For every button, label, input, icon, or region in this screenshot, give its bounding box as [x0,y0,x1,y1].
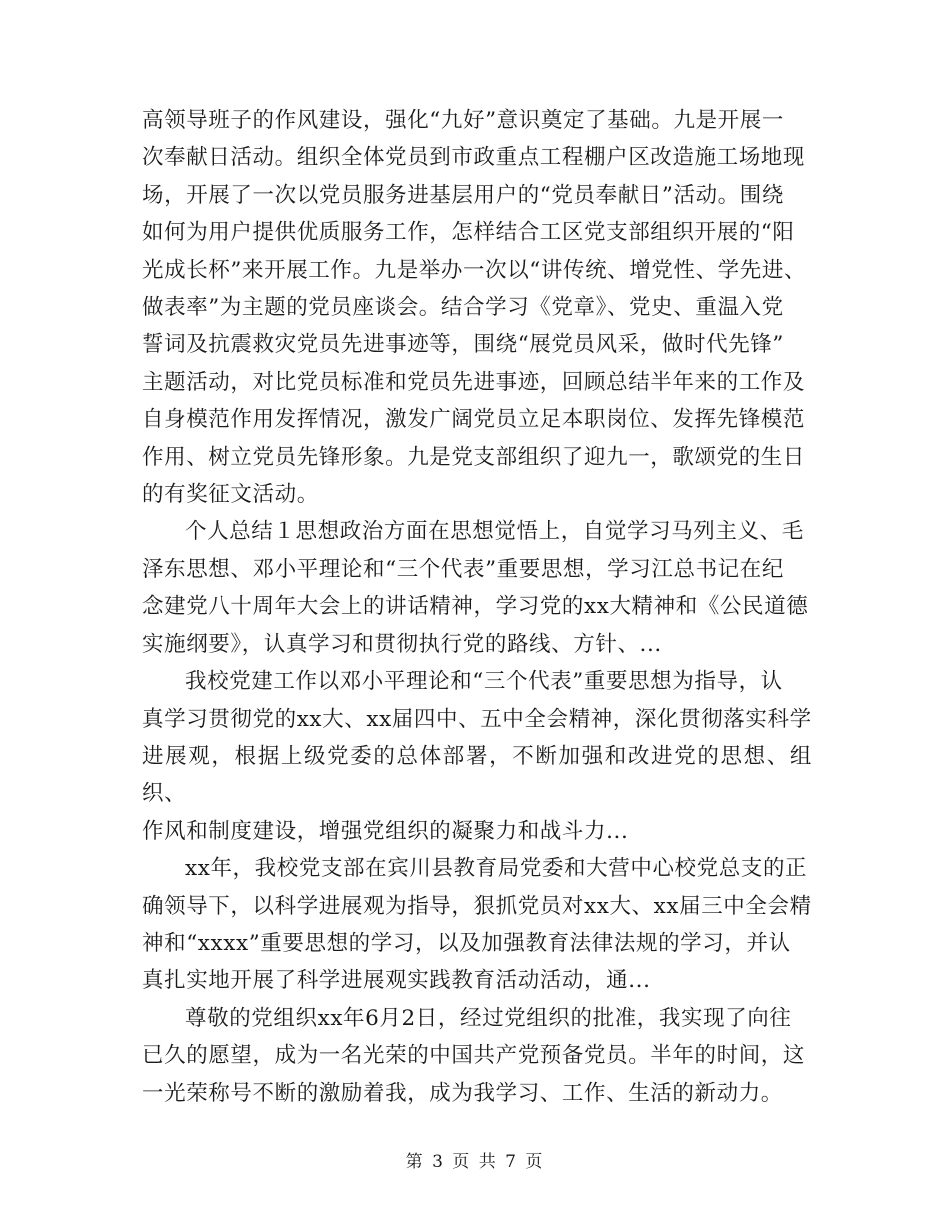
paragraph-party-building: 我校党建工作以邓小平理论和“三个代表”重要思想为指导，认 真学习贯彻党的xx大、xx届四中、五中全会精神，深化贯彻落实科学 进展观，根据上级党委的总体部署，不断加强和改进党的思想、组织、 作风和制度建设，增强党组织的凝聚力和战斗力... [142,669,812,844]
paragraph-party-branch: xx年，我校党支部在宾川县教育局党委和大营中心校党总支的正 确领导下，以科学进展观为指导，狠抓党员对xx大、xx届三中全会精 神和“xxxx”重要思想的学习，以及加强教育法律法规的学习，并认 真扎实地开展了科学进展观实践教育活动活动，通... [142,856,812,994]
paragraph-application: 尊敬的党组织xx年6月2日，经过党组织的批准，我实现了向往 已久的愿望，成为一名光荣的中国共产党预备党员。半年的时间，这 一光荣称号不断的激励着我，成为我学习、工作、生活的新动力。 [142,1005,806,1106]
paragraph-personal-summary: 个人总结１思想政治方面在思想觉悟上，自觉学习马列主义、毛 泽东思想、邓小平理论和“三个代表”重要思想，学习江总书记在纪 念建党八十周年大会上的讲话精神，学习党的xx大精神和《公民道德 实施纲要》，认真学习和贯彻执行党的路线、方针、... [142,519,809,657]
page-number-footer: 第 3 页 共 7 页 [405,1152,545,1172]
document-body [142,102,812,1112]
paragraph-continued: 高领导班子的作风建设，强化“九好”意识奠定了基础。九是开展一 次奉献日活动。组织全体党员到市政重点工程棚户区改造施工场地现 场，开展了一次以党员服务进基层用户的“党员奉献日”活动。围绕 如何为用户提供优质服务工作，怎样结合工区党支部组织开展的“阳 光成长杯”来开展工作。九是举办一次以“讲传统、增党性、学先进、 做表率”为主题的党员座谈会。结合学习《党章》、党史、重温入党 誓词及抗震救灾党员先进事迹等，围绕“展党员风采，做时代先锋” 主题活动，对比党员标准和党员先进事迹，回顾总结半年来的工作及 自身模范作用发挥情况，激发广阔党员立足本职岗位、发挥先锋模范 作用、树立党员先锋形象。九是党支部组织了迎九一，歌颂党的生日 的有奖征文活动。 [142,108,807,508]
